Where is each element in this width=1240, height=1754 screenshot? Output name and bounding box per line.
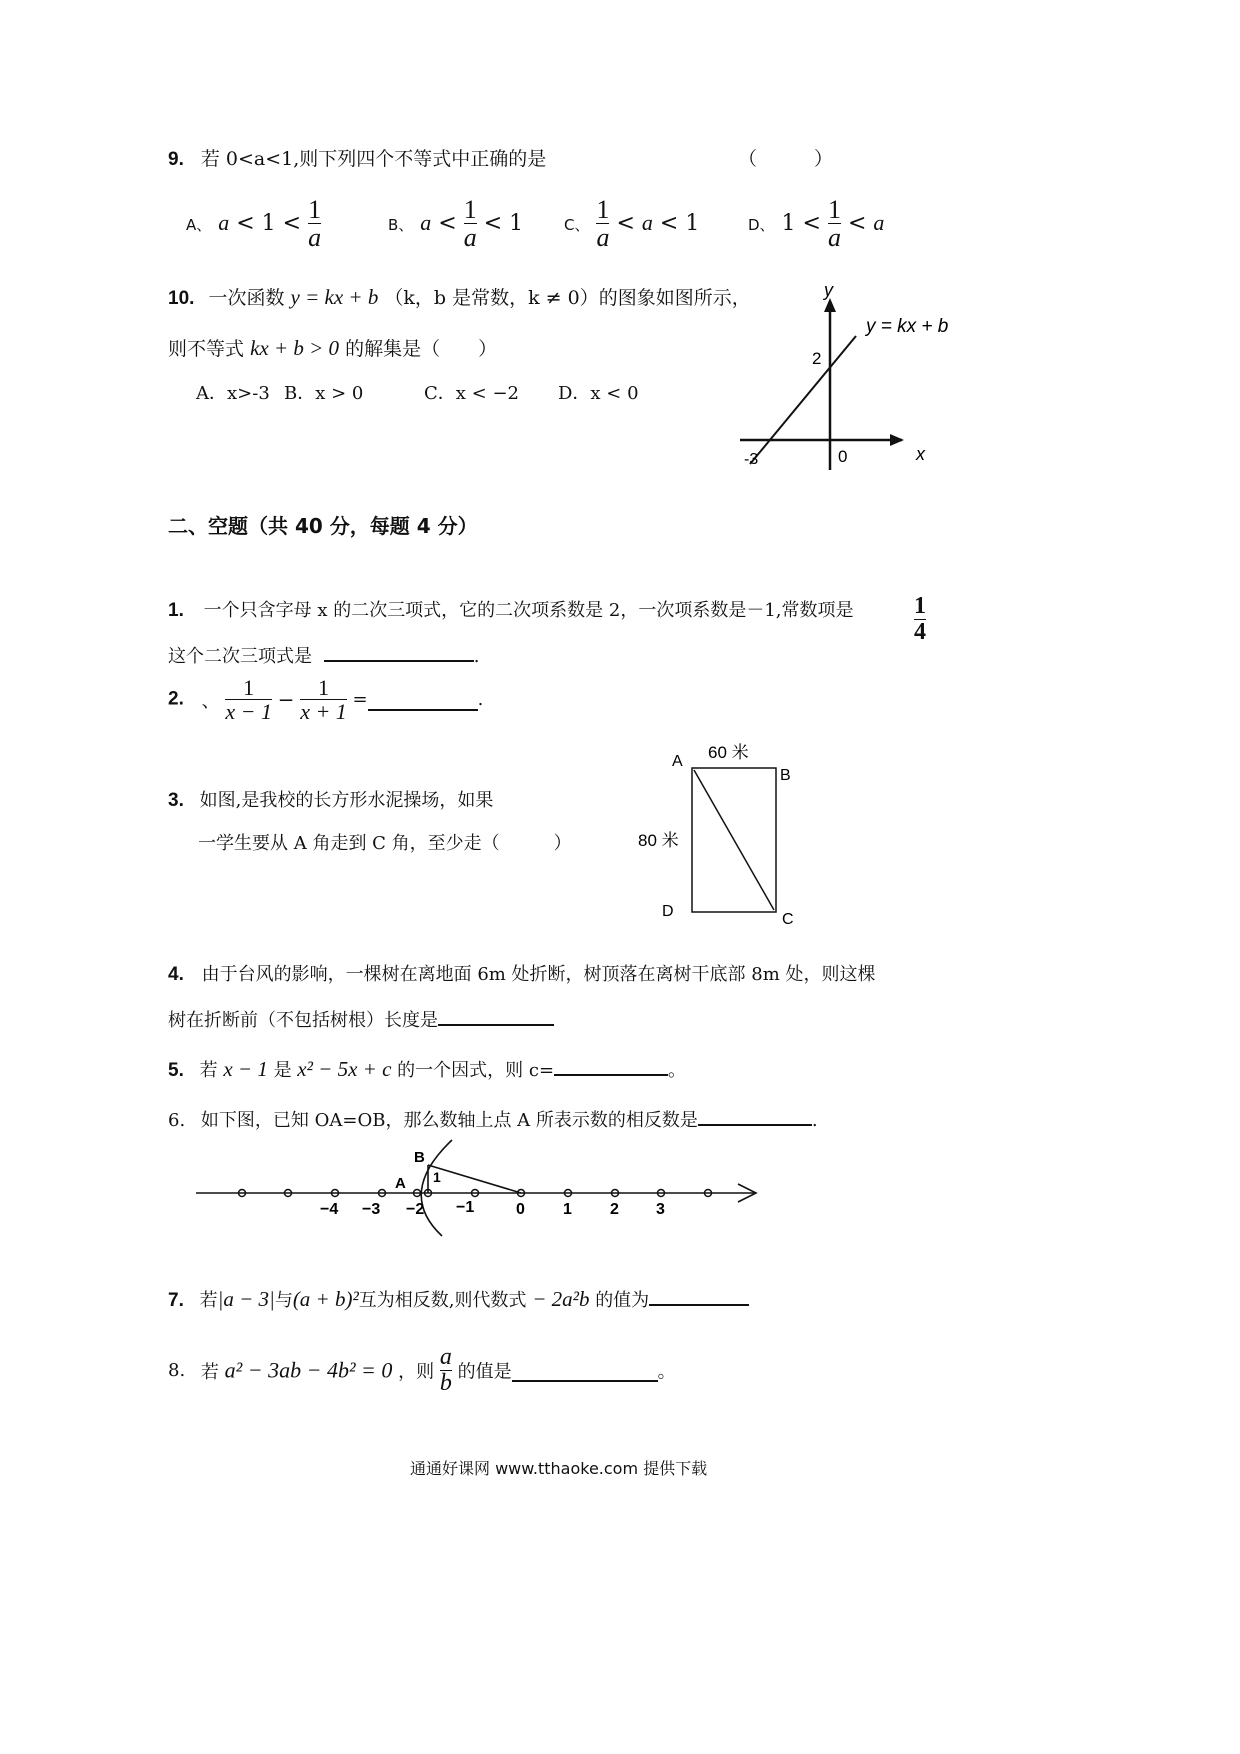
minus-sign: − <box>277 687 295 712</box>
fraction-denominator: x + 1 <box>300 699 347 725</box>
q9-option-c[interactable]: C、 $\frac{1}{a}$ < a < 1 <box>564 195 700 253</box>
f7-line <box>168 1284 749 1312</box>
answer-blank[interactable] <box>698 1104 812 1126</box>
fraction: $\frac{1}{a}$ <box>463 195 477 253</box>
period: 。 <box>668 1060 687 1081</box>
question-number: 3. <box>168 790 184 811</box>
tick-label-2: 2 <box>610 1201 619 1218</box>
q10-formula: y = kx + b <box>290 285 379 309</box>
f1-text: 这个二次三项式是 <box>168 646 312 667</box>
f5-polynomial: x² − 5x + c <box>297 1057 392 1081</box>
q10-stem <box>168 283 751 310</box>
f5-text: 的一个因式，则 c= <box>397 1060 555 1081</box>
fraction-denominator: b <box>439 1370 452 1397</box>
fraction: $\frac{1}{a}$ <box>308 195 322 253</box>
point-b-label: B <box>414 1149 425 1166</box>
option-label: A、 <box>186 215 212 234</box>
equals-sign: = <box>352 689 368 711</box>
q10-option-a[interactable]: A．x>-3 <box>196 383 270 404</box>
answer-blank[interactable] <box>512 1360 658 1382</box>
f6-number-line <box>190 1136 770 1242</box>
answer-blank[interactable] <box>324 640 474 662</box>
f4-text: 树在折断前（不包括树根）长度是 <box>168 1010 438 1031</box>
f7-text: 互为相反数,则代数式 <box>358 1290 527 1311</box>
f6-text: 如下图，已知 OA=OB，那么数轴上点 A 所表示数的相反数是 <box>200 1110 698 1131</box>
left-length: 80 米 <box>638 831 679 850</box>
corner-c: C <box>782 911 794 928</box>
y-axis-label: y <box>824 280 833 300</box>
answer-blank[interactable] <box>438 1004 554 1026</box>
origin-label: 0 <box>838 447 848 466</box>
f1-line2 <box>168 640 479 668</box>
f7-text: 与 <box>274 1290 293 1311</box>
x-axis-label: x <box>916 444 925 464</box>
q10-line2 <box>168 334 497 361</box>
f5-line <box>168 1054 686 1082</box>
f4-line1 <box>168 960 876 986</box>
f8-text: 若 <box>200 1361 219 1383</box>
f7-expression: − 2a²b <box>532 1287 590 1311</box>
f1-line1 <box>168 596 854 622</box>
fraction-numerator: 1 <box>243 675 255 700</box>
fraction-denominator: x − 1 <box>225 699 272 725</box>
q9-option-d[interactable]: D、 1 < $\frac{1}{a}$ < a <box>748 195 885 253</box>
q10-inequality: kx + b > 0 <box>250 336 340 360</box>
answer-blank[interactable] <box>554 1054 668 1076</box>
q9-option-b[interactable]: B、 a < $\frac{1}{a}$ < 1 <box>388 195 524 253</box>
q9-option-a[interactable]: A、 a < 1 < $\frac{1}{a}$ <box>186 195 322 253</box>
q10-text-c: （k，b 是常数，k ≠ 0）的图象如图所示， <box>384 287 751 309</box>
f3-line1 <box>168 786 493 812</box>
question-number: 2. <box>168 688 184 710</box>
fraction-numerator: 1 <box>914 593 926 619</box>
line-label: y = kx + b <box>866 316 949 337</box>
fraction: $\frac{1}{a}$ <box>827 195 841 253</box>
question-number: 4. <box>168 964 184 985</box>
question-number: 7. <box>168 1290 184 1311</box>
f1-text: 一个只含字母 x 的二次三项式，它的二次项系数是 2，一次项系数是－1,常数项是 <box>203 600 854 621</box>
q10-text-a: 一次函数 <box>208 287 285 309</box>
question-number: 5. <box>168 1060 184 1081</box>
question-number: 6. <box>168 1110 186 1131</box>
option-label: B、 <box>388 215 414 234</box>
fraction-numerator: a <box>439 1344 452 1370</box>
x-intercept-label: -3 <box>744 451 759 468</box>
f4-line2 <box>168 1004 554 1032</box>
f3-line2: 一学生要从 A 角走到 C 角，至少走（ ） <box>198 833 572 854</box>
q10-option-d[interactable]: D．x < 0 <box>558 383 639 404</box>
tick-label-1: 1 <box>563 1201 572 1218</box>
f7-text: 若 <box>199 1290 218 1311</box>
f4-text: 由于台风的影响，一棵树在离地面 6m 处折断，树顶落在离树干底部 8m 处，则这棵 <box>201 964 876 985</box>
f7-absolute-value: |a − 3| <box>217 1287 275 1311</box>
f7-square: (a + b)² <box>292 1287 359 1311</box>
f7-text: 的值为 <box>595 1290 650 1311</box>
answer-blank[interactable] <box>368 689 478 711</box>
q9-text: 若 0<a<1,则下列四个不等式中正确的是 <box>200 148 547 170</box>
q9-stem <box>168 144 546 171</box>
segment-one-label: 1 <box>433 1169 441 1185</box>
top-length: 60 米 <box>708 743 749 762</box>
f5-text: 是 <box>273 1060 292 1081</box>
tick-label-neg2: −2 <box>406 1201 425 1218</box>
corner-a: A <box>672 753 683 770</box>
q9-answer-paren: （ ） <box>738 148 834 170</box>
fraction-numerator: 1 <box>318 675 329 700</box>
question-number: 10. <box>168 288 195 309</box>
fraction-denominator: 4 <box>914 619 926 646</box>
f1-fraction <box>914 594 926 645</box>
tick-label-neg4: −4 <box>320 1201 339 1218</box>
q10-graph <box>730 280 960 480</box>
section-title: 二、空题（共 40 分，每题 4 分） <box>168 514 478 538</box>
tick-label-neg1: −1 <box>456 1199 475 1216</box>
f8-equation: a² − 3ab − 4b² = 0 <box>224 1357 393 1383</box>
f5-expression: x − 1 <box>223 1057 268 1081</box>
f2-prefix: 、 <box>201 690 220 712</box>
q10-text: 的解集是（ ） <box>345 338 498 360</box>
fraction: $\frac{1}{a}$ <box>596 195 610 253</box>
corner-d: D <box>662 903 674 920</box>
f3-text: 如图,是我校的长方形水泥操场，如果 <box>199 790 494 811</box>
answer-blank[interactable] <box>649 1284 749 1306</box>
period: 。 <box>657 1361 676 1383</box>
question-number: 1. <box>168 600 184 621</box>
f3-rectangle-figure <box>632 740 812 940</box>
question-number: 9. <box>168 149 184 170</box>
period: . <box>473 646 480 667</box>
f8-line <box>168 1345 676 1396</box>
tick-label-0: 0 <box>516 1201 525 1218</box>
point-a-label: A <box>395 1175 406 1192</box>
q10-option-b[interactable]: B．x > 0 <box>284 383 364 404</box>
question-number: 8. <box>168 1360 186 1382</box>
tick-label-neg3: −3 <box>362 1201 381 1218</box>
page-footer: 通通好课网 www.tthaoke.com 提供下载 <box>410 1459 708 1478</box>
option-label: C、 <box>564 215 590 234</box>
q10-option-c[interactable]: C．x < −2 <box>424 383 519 404</box>
f8-text: 的值是 <box>457 1361 512 1383</box>
f8-text: ，则 <box>398 1361 435 1383</box>
period: . <box>477 689 484 711</box>
option-label: D、 <box>748 215 775 234</box>
corner-b: B <box>780 767 791 784</box>
f5-text: 若 <box>199 1060 218 1081</box>
tick-label-3: 3 <box>656 1201 665 1218</box>
y-intercept-label: 2 <box>812 349 822 368</box>
q10-text: 则不等式 <box>168 338 245 360</box>
f6-line <box>168 1104 818 1132</box>
period: . <box>811 1110 818 1131</box>
f2-line <box>168 676 483 723</box>
